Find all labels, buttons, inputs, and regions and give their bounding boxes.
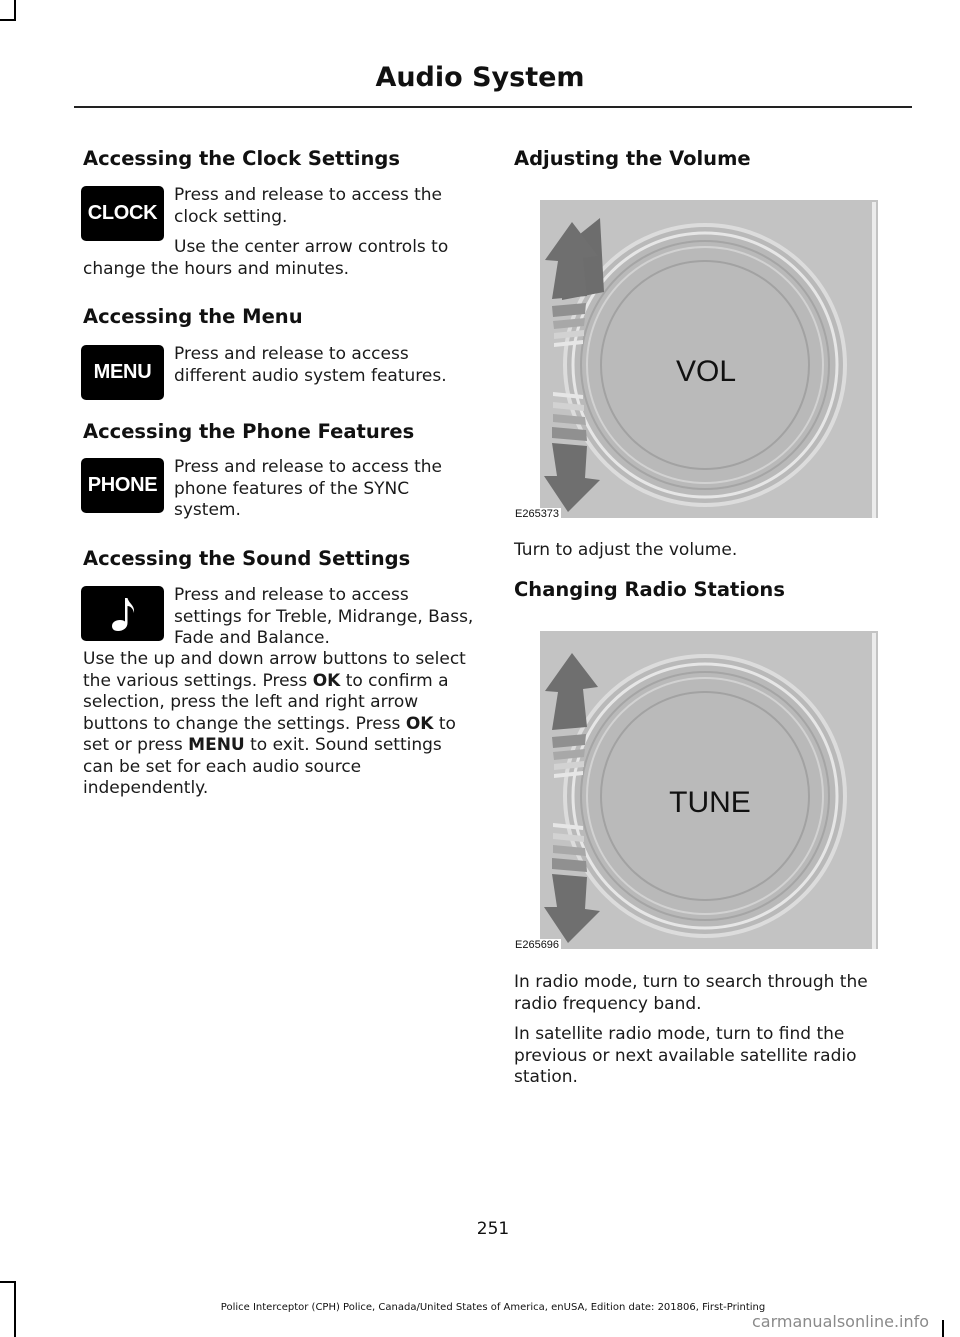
phone-key-icon [81, 458, 164, 513]
crop-mark-top-left-v [14, 0, 16, 20]
menu-key-icon [81, 345, 164, 400]
radio-heading: Changing Radio Stations [514, 578, 785, 601]
edition-footer: Police Interceptor (CPH) Police, Canada/United States of America, enUSA, Edition date: 201806, First-Printing [220, 1302, 766, 1313]
ok-keyword: OK [312, 670, 341, 691]
crop-mark-bottom-left-h [0, 1281, 16, 1283]
volume-figure-code: E265373 [512, 508, 561, 521]
sound-instr-part-2: to confirm a selection, press the left and right arrow buttons to change the settings. Press [83, 670, 449, 734]
menu-heading: Accessing the Menu [83, 305, 303, 328]
music-note-icon [110, 595, 136, 633]
crop-mark-top-left-h [0, 19, 16, 21]
sound-text: Press and release to access settings for Treble, Midrange, Bass, Fade and Balance. [174, 585, 474, 648]
phone-heading: Accessing the Phone Features [83, 420, 415, 443]
clock-instructions-text: Use the center arrow controls to change the hours and minutes. [83, 237, 449, 279]
sound-instr-part-3: to set or press [83, 713, 456, 755]
ok-keyword: OK [405, 713, 434, 734]
clock-key-label: CLOCK [87, 202, 158, 224]
page-number: 251 [476, 1219, 510, 1239]
sound-instructions [83, 649, 477, 800]
volume-heading: Adjusting the Volume [514, 147, 751, 170]
tune-figure-code: E265696 [512, 939, 561, 952]
satellite-text: In satellite radio mode, turn to find the previous or next available satellite radio station. [514, 1024, 857, 1087]
volume-text: Turn to adjust the volume. [514, 540, 738, 560]
volume-knob-figure [540, 200, 878, 518]
tune-knob-figure [540, 631, 878, 949]
header-rule [74, 106, 912, 108]
menu-text: Press and release to access different audio system features. [174, 344, 447, 386]
sound-instr-part-1: Use the up and down arrow buttons to select the various settings. Press [83, 649, 466, 691]
sound-heading: Accessing the Sound Settings [83, 547, 411, 570]
tune-knob-label: TUNE [669, 786, 751, 819]
clock-text: Press and release to access the clock setting. [174, 185, 442, 227]
page-title: Audio System [375, 62, 585, 93]
phone-text: Press and release to access the phone features of the SYNC system. [174, 457, 442, 520]
sound-key-icon [81, 586, 164, 641]
menu-key-label: MENU [93, 361, 152, 383]
volume-knob-label: VOL [675, 355, 737, 388]
menu-keyword: MENU [188, 735, 245, 755]
phone-key-label: PHONE [87, 474, 158, 496]
clock-key-icon [81, 186, 164, 241]
radio-text: In radio mode, turn to search through the radio frequency band. [514, 972, 868, 1014]
watermark: carmanualsonline.info [752, 1312, 930, 1331]
sound-instr-part-4: to exit. Sound settings can be set for each audio source independently. [83, 735, 442, 798]
crop-mark-bottom-right-v [942, 1320, 944, 1337]
clock-heading: Accessing the Clock Settings [83, 147, 400, 170]
clock-instructions [83, 237, 477, 280]
